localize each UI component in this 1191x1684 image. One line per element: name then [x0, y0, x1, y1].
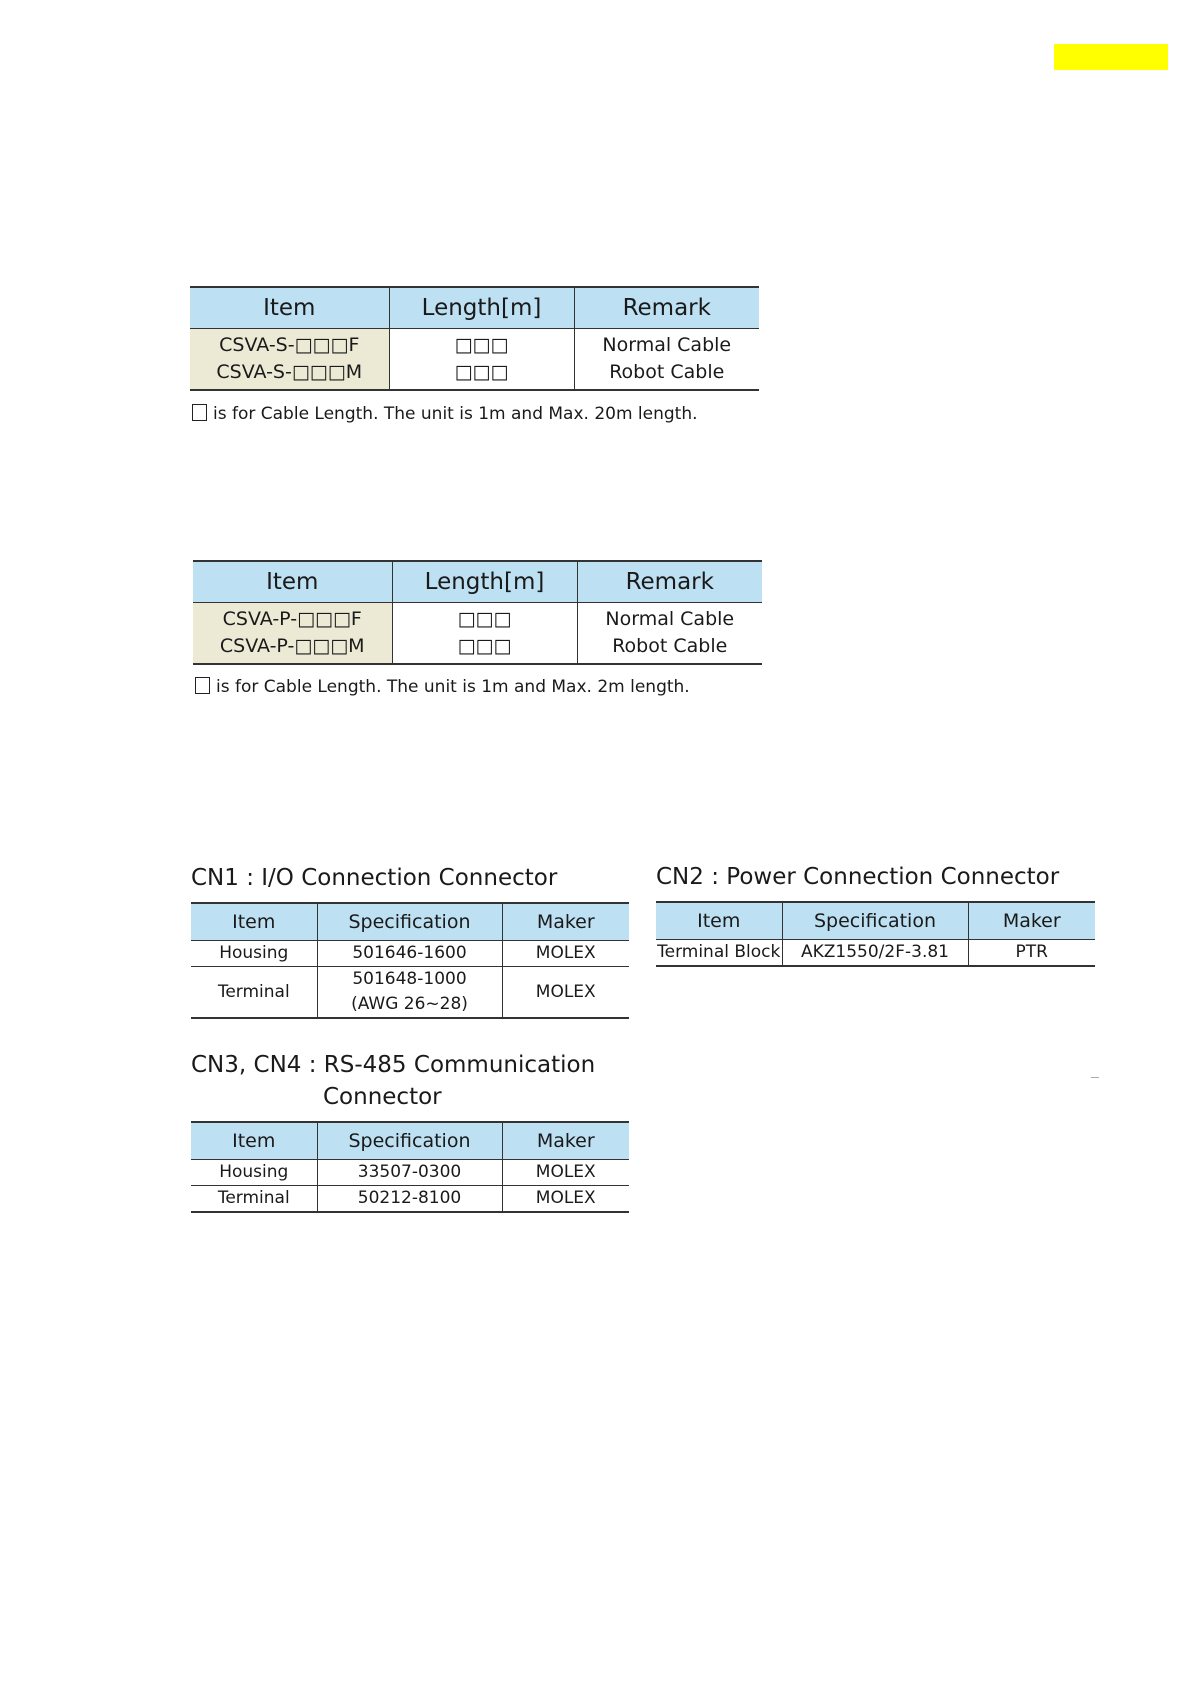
checkbox-square-icon	[195, 677, 210, 694]
item-cell: Terminal	[191, 1186, 317, 1213]
maker-cell: MOLEX	[502, 967, 629, 1019]
cn2-table	[656, 901, 1095, 967]
signal-cable-note	[192, 404, 698, 424]
item-cell: Terminal	[191, 967, 317, 1019]
spec-cell	[317, 967, 502, 1019]
spec-cell: 33507-0300	[317, 1160, 502, 1186]
header-length: Length[m]	[392, 561, 577, 603]
table-header-row	[193, 561, 762, 603]
highlight-marker	[1054, 44, 1168, 70]
maker-cell: MOLEX	[502, 1186, 629, 1213]
table-header-row	[191, 903, 629, 941]
table-header-row	[190, 287, 759, 329]
spec-line-2: (AWG 26~28)	[351, 994, 468, 1014]
table-header-row	[656, 902, 1095, 940]
header-remark: Remark	[577, 561, 762, 603]
cn34-table	[191, 1121, 629, 1213]
spec-cell: 50212-8100	[317, 1186, 502, 1213]
table-row	[191, 1186, 629, 1213]
remark-normal: Normal Cable	[605, 608, 735, 630]
cn34-title-line-2: Connector	[323, 1084, 442, 1110]
cn34-title	[191, 1049, 595, 1113]
header-maker: Maker	[502, 903, 629, 941]
header-maker: Maker	[968, 902, 1095, 940]
header-length: Length[m]	[389, 287, 574, 329]
length-cell	[392, 603, 577, 665]
signal-cable-table	[190, 286, 759, 391]
header-item: Item	[193, 561, 392, 603]
item-robot: CSVA-P-□□□M	[219, 635, 365, 657]
header-specification: Specification	[782, 902, 968, 940]
spec-line-1: 501648-1000	[352, 969, 467, 989]
remark-normal: Normal Cable	[602, 334, 732, 356]
table-header-row	[191, 1122, 629, 1160]
length-normal: □□□	[454, 334, 509, 356]
checkbox-square-icon	[192, 404, 207, 421]
header-item: Item	[656, 902, 782, 940]
item-cell: Housing	[191, 1160, 317, 1186]
note-text: is for Cable Length. The unit is 1m and Max. 20m length.	[213, 404, 698, 424]
maker-cell: MOLEX	[502, 1160, 629, 1186]
scan-mark	[1091, 1077, 1099, 1078]
table-row	[656, 940, 1095, 967]
item-robot: CSVA-S-□□□M	[216, 361, 363, 383]
header-remark: Remark	[574, 287, 759, 329]
table-row	[191, 967, 629, 1019]
header-item: Item	[191, 903, 317, 941]
header-item: Item	[191, 1122, 317, 1160]
item-cell	[190, 329, 389, 391]
item-cell	[193, 603, 392, 665]
remark-cell	[574, 329, 759, 391]
table-row	[190, 329, 759, 391]
cn34-title-line-1: CN3, CN4 : RS-485 Communication	[191, 1052, 596, 1078]
length-normal: □□□	[457, 608, 512, 630]
table-row	[191, 1160, 629, 1186]
length-robot: □□□	[454, 361, 509, 383]
length-robot: □□□	[457, 635, 512, 657]
header-item: Item	[190, 287, 389, 329]
item-cell: Terminal Block	[656, 940, 782, 967]
remark-cell	[577, 603, 762, 665]
cn1-table	[191, 902, 629, 1019]
remark-robot: Robot Cable	[612, 635, 728, 657]
spec-cell: AKZ1550/2F-3.81	[782, 940, 968, 967]
power-cable-note	[195, 677, 690, 697]
power-cable-table	[193, 560, 762, 665]
table-row	[191, 941, 629, 967]
item-cell: Housing	[191, 941, 317, 967]
maker-cell: MOLEX	[502, 941, 629, 967]
header-specification: Specification	[317, 903, 502, 941]
length-cell	[389, 329, 574, 391]
item-normal: CSVA-P-□□□F	[222, 608, 362, 630]
cn1-title: CN1 : I/O Connection Connector	[191, 865, 558, 891]
item-normal: CSVA-S-□□□F	[219, 334, 360, 356]
maker-cell: PTR	[968, 940, 1095, 967]
header-specification: Specification	[317, 1122, 502, 1160]
header-maker: Maker	[502, 1122, 629, 1160]
table-row	[193, 603, 762, 665]
remark-robot: Robot Cable	[609, 361, 725, 383]
note-text: is for Cable Length. The unit is 1m and Max. 2m length.	[216, 677, 690, 697]
cn2-title: CN2 : Power Connection Connector	[656, 864, 1060, 890]
spec-cell: 501646-1600	[317, 941, 502, 967]
